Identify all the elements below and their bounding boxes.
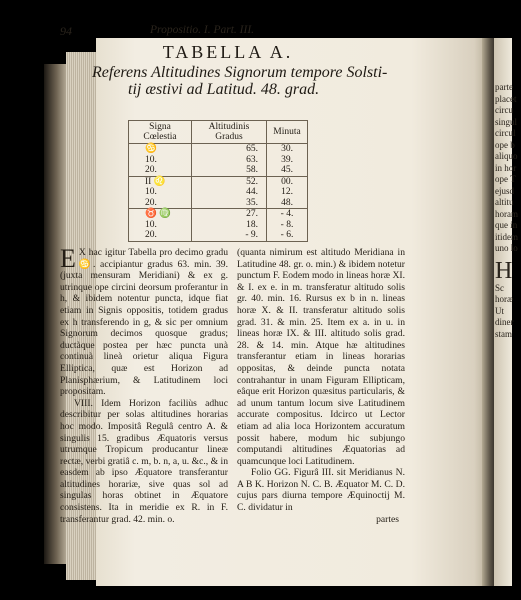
table-subtitle-line2: tij æstivi ad Latitud. 48. grad.: [128, 81, 320, 98]
page-number: 94: [60, 24, 72, 38]
col-header-signs: Signa Cœlestia: [129, 121, 192, 144]
minutes-cell: 00.: [267, 176, 308, 187]
col-header-degrees: Altitudinis Gradus: [192, 121, 267, 144]
table-row: [129, 230, 308, 241]
drop-cap: E: [60, 244, 76, 273]
right-page-line: Sc: [495, 282, 504, 293]
altitude-cell: 27.: [192, 209, 267, 220]
paragraph: VIII. Idem Horizon faciliùs adhuc describitur per solas altitudines horarias hoc modo. Impositâ Regulâ centro A. & singulis 15. gradibus Æquatoris versus utrumque Tropicum producantur lineæ rectæ, verbi gratiâ c. m, b. n, a, u. &c., & in easdem ab ipso Æquatore transferantur altitudines horariæ, sive quas sol ad singulas horas obtinet in Æquatore consistens. Ita in meridie ex R. in F. transferantur grad. 42. min. o.: [60, 397, 228, 525]
sign-cell: ♉ ♍: [129, 209, 192, 220]
table-header-row: [129, 121, 308, 144]
minutes-cell: 39.: [267, 155, 308, 166]
text-column-right: [237, 247, 405, 525]
right-page-line: singul: [495, 116, 518, 127]
paragraph: Folio GG. Figurâ III. sit Meridianus N. A B K. Horizon N. C. B. Æquator M. C. D. cujus pars diurna tempore Æquinoctij M. C. dividatur in: [237, 467, 405, 514]
text-column-left: [60, 244, 228, 525]
altitude-cell: 63.: [192, 155, 267, 166]
sign-cell: 10.: [129, 187, 192, 198]
table-row: [129, 144, 308, 155]
altitude-table: [128, 120, 308, 242]
altitude-cell: - 9.: [192, 230, 267, 241]
right-page-line: circul: [495, 128, 516, 138]
sign-cell: ♋: [129, 144, 192, 155]
right-page-line: ope b: [495, 139, 515, 150]
sign-cell: 20.: [129, 165, 192, 176]
right-page-line: itidem: [495, 231, 518, 242]
minutes-cell: - 6.: [267, 230, 308, 241]
table-title: TABELLA A.: [162, 42, 294, 62]
altitude-cell: 44.: [192, 187, 267, 198]
right-page-line: placet: [495, 93, 517, 104]
minutes-cell: 45.: [267, 165, 308, 176]
running-title: Propositio. I. Part. III.: [150, 24, 255, 36]
minutes-cell: - 8.: [267, 220, 308, 231]
sign-cell: 20.: [129, 230, 192, 241]
table-row: [129, 155, 308, 166]
sign-cell: 20.: [129, 198, 192, 209]
altitude-cell: 18.: [192, 220, 267, 231]
col-header-minutes: Minuta: [267, 121, 308, 144]
right-page-line: ejusd: [495, 185, 514, 196]
altitude-cell: 65.: [192, 144, 267, 155]
altitude-cell: 52.: [192, 176, 267, 187]
right-page-line: circu: [495, 105, 513, 115]
minutes-cell: 48.: [267, 198, 308, 209]
minutes-cell: - 4.: [267, 209, 308, 220]
altitude-cell: 58.: [192, 165, 267, 176]
paragraph-text: X hac igitur Tabella pro decimo gradu ♋. accipiantur gradus 63. min. 39. (juxta mensuram Meridiani) & ex g. utrinque ope circini deorsum proferantur in h, & ibidem notentur puncta, idque fiat etiam in Signis oppositis, totidem gradus ex h transferendo in g, & sic per omnium Signorum decimos quosque gradus; ductàque postea per hæc puncta unà continuà lineà orietur aliqua Figura Elliptica, quæ est Horizon ad Planisphærium, & Latitudinem loci propositam.: [60, 247, 228, 398]
right-page-fragment: [494, 38, 518, 586]
paragraph: (quanta nimirum est altitudo Meridiana in Latitudine 48. gr. o. min.) & ibidem notetur punctum F. Eodem modo in lineas horæ XI. & I. ex e. in m. transferatur altitudo solis gr. 40. min. 16. Rursus ex b in n. lineas horæ X. & II. transferatur altitudo solis grad. 31. & min. 25. Item ex a. in u. in lineas horæ IX. & III. altitudo solis grad. 28. & 14. min. Atque hæ altitudines transferantur etiam in lineas horarias oppositas, & deinde puncta notata contrahantur in unam Figuram Ellipticam, eâque erit Horizon quæsitus particularis, & ad unum tantum locum sive Latitudinem accurate compositus. Idcirco ut Lector etiam ad alia loca Horizontem accuratum possit habere, modum hic subjungo computandi altitudines Æquatorias ad quamcunque loci Latitudinem.: [237, 247, 405, 467]
minutes-cell: 12.: [267, 187, 308, 198]
table-subtitle-line1: Referens Altitudines Signorum tempore Solsti-: [92, 64, 388, 81]
sign-cell: 10.: [129, 220, 192, 231]
right-page-line: que in: [495, 220, 518, 230]
table-row: [129, 165, 308, 176]
right-page-line: diner: [495, 317, 514, 327]
right-page-line: Ut: [495, 305, 504, 316]
right-page-line: ope T: [495, 174, 516, 184]
right-page-line: horæ: [495, 294, 513, 304]
right-page-line: uno lo: [495, 243, 518, 253]
sign-cell: 10.: [129, 155, 192, 166]
catchword: partes: [376, 513, 399, 525]
right-page-line: in hor: [495, 162, 517, 173]
right-page-line: parte: [495, 82, 513, 92]
right-page-line: aliquo: [495, 151, 518, 161]
right-page-line: horam: [495, 208, 518, 219]
altitude-cell: 35.: [192, 198, 267, 209]
table-row: [129, 220, 308, 231]
table-row: [129, 187, 308, 198]
sign-cell: II ♌: [129, 176, 192, 187]
right-page-line: stam: [495, 328, 512, 339]
table-subtitle: [92, 64, 432, 98]
page-header: [60, 24, 390, 40]
table-row: [129, 176, 308, 187]
paragraph: [60, 244, 228, 398]
table-row: [129, 198, 308, 209]
right-page-line: altitu: [495, 197, 514, 207]
right-page-initial: H: [495, 257, 513, 284]
minutes-cell: 30.: [267, 144, 308, 155]
table-row: [129, 209, 308, 220]
